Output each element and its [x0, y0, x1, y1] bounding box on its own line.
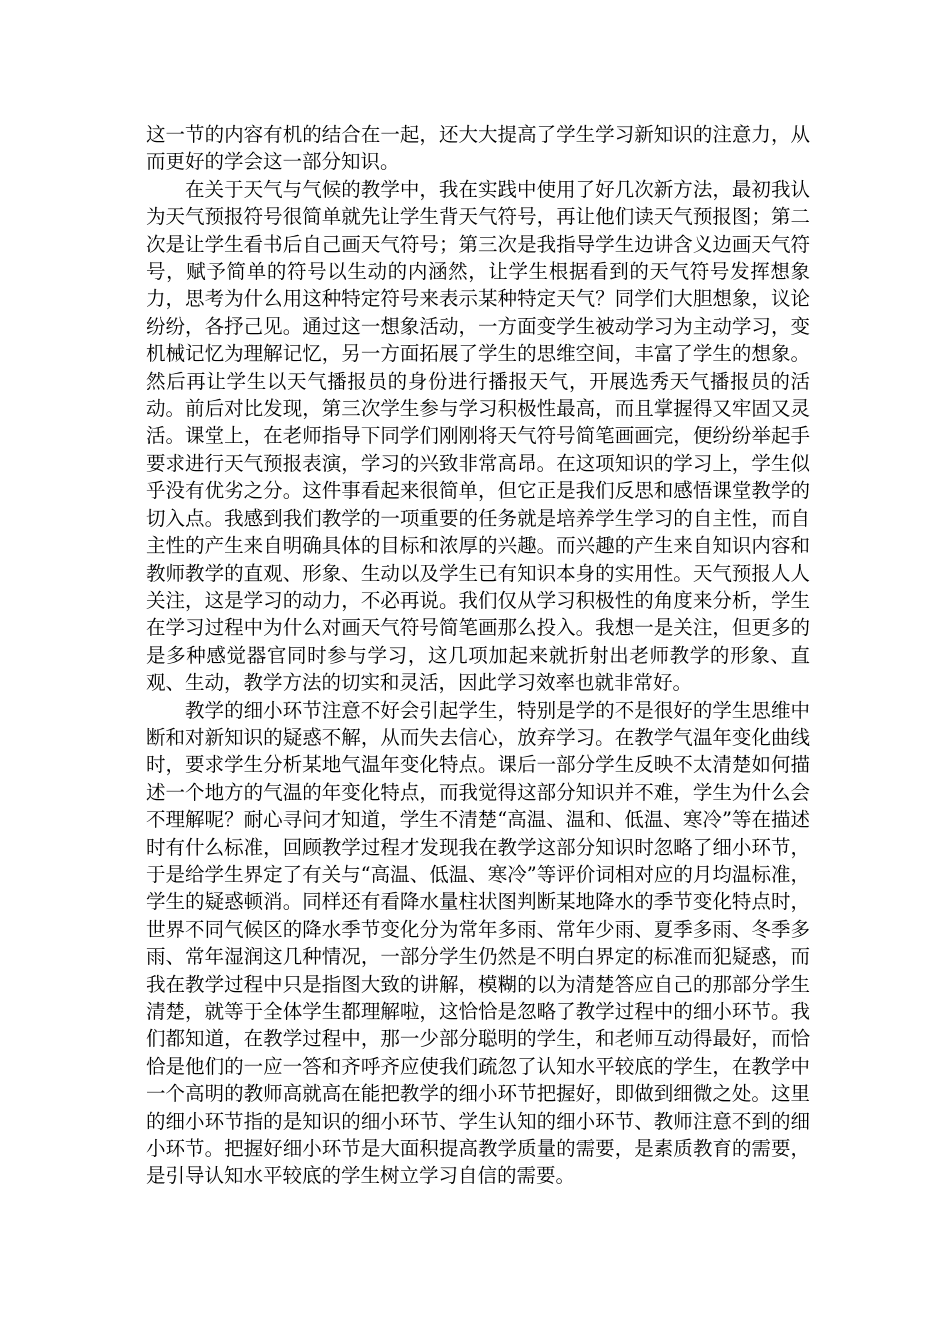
document-body	[146, 121, 810, 1190]
paragraph-teaching-details: 教学的细小环节注意不好会引起学生，特别是学的不是很好的学生思维中断和对新知识的疑惑不解，从而失去信心，放弃学习。在教学气温年变化曲线时，要求学生分析某地气温年变化特点。课后一部分学生反映不太清楚如何描述一个地方的气温的年变化特点，而我觉得这部分知识并不难，学生为什么会不理解呢？耐心寻问才知道，学生不清楚“高温、温和、低温、寒冷”等在描述时有什么标准，回顾教学过程才发现我在教学这部分知识时忽略了细小环节，于是给学生界定了有关与“高温、低温、寒冷”等评价词相对应的月均温标准，学生的疑惑顿消。同样还有看降水量柱状图判断某地降水的季节变化特点时，世界不同气候区的降水季节变化分为常年多雨、常年少雨、夏季多雨、冬季多雨、常年湿润这几种情况，一部分学生仍然是不明白界定的标准而犯疑惑，而我在教学过程中只是指图大致的讲解，模糊的以为清楚答应自己的那部分学生清楚，就等于全体学生都理解啦，这恰恰是忽略了教学过程中的细小环节。我们都知道，在教学过程中，那一少部分聪明的学生，和老师互动得最好，而恰恰是他们的一应一答和齐呼齐应使我们疏忽了认知水平较底的学生，在教学中一个高明的教师高就高在能把教学的细小环节把握好，即做到细微之处。这里的细小环节指的是知识的细小环节、学生认知的细小环节、教师注意不到的细小环节。把握好细小环节是大面积提高教学质量的需要，是素质教育的需要，是引导认知水平较底的学生树立学习自信的需要。	[146, 698, 810, 1188]
paragraph-weather-teaching: 在关于天气与气候的教学中，我在实践中使用了好几次新方法，最初我认为天气预报符号很简单就先让学生背天气符号，再让他们读天气预报图；第二次是让学生看书后自己画天气符号；第三次是我指导学生边讲含义边画天气符号，赋予简单的符号以生动的内涵然，让学生根据看到的天气符号发挥想象力，思考为什么用这种特定符号来表示某种特定天气？同学们大胆想象，议论纷纷，各抒己见。通过这一想象活动，一方面变学生被动学习为主动学习，变机械记忆为理解记忆，另一方面拓展了学生的思维空间，丰富了学生的想象。然后再让学生以天气播报员的身份进行播报天气，开展选秀天气播报员的活动。前后对比发现，第三次学生参与学习积极性最高，而且掌握得又牢固又灵活。课堂上，在老师指导下同学们刚刚将天气符号简笔画画完，便纷纷举起手要求进行天气预报表演，学习的兴致非常高昂。在这项知识的学习上，学生似乎没有优劣之分。这件事看起来很简单，但它正是我们反思和感悟课堂教学的切入点。我感到我们教学的一项重要的任务就是培养学生学习的自主性，而自主性的产生来自明确具体的目标和浓厚的兴趣。而兴趣的产生来自知识内容和教师教学的直观、形象、生动以及学生已有知识本身的实用性。天气预报人人关注，这是学习的动力，不必再说。我们仅从学习积极性的角度来分析，学生在学习过程中为什么对画天气符号简笔画那么投入。我想一是关注，但更多的是多种感觉器官同时参与学习，这几项加起来就折射出老师教学的形象、直观、生动，教学方法的切实和灵活，因此学习效率也就非常好。	[146, 177, 810, 695]
paragraph-continuation: 这一节的内容有机的结合在一起，还大大提高了学生学习新知识的注意力，从而更好的学会这一部分知识。	[146, 123, 810, 174]
